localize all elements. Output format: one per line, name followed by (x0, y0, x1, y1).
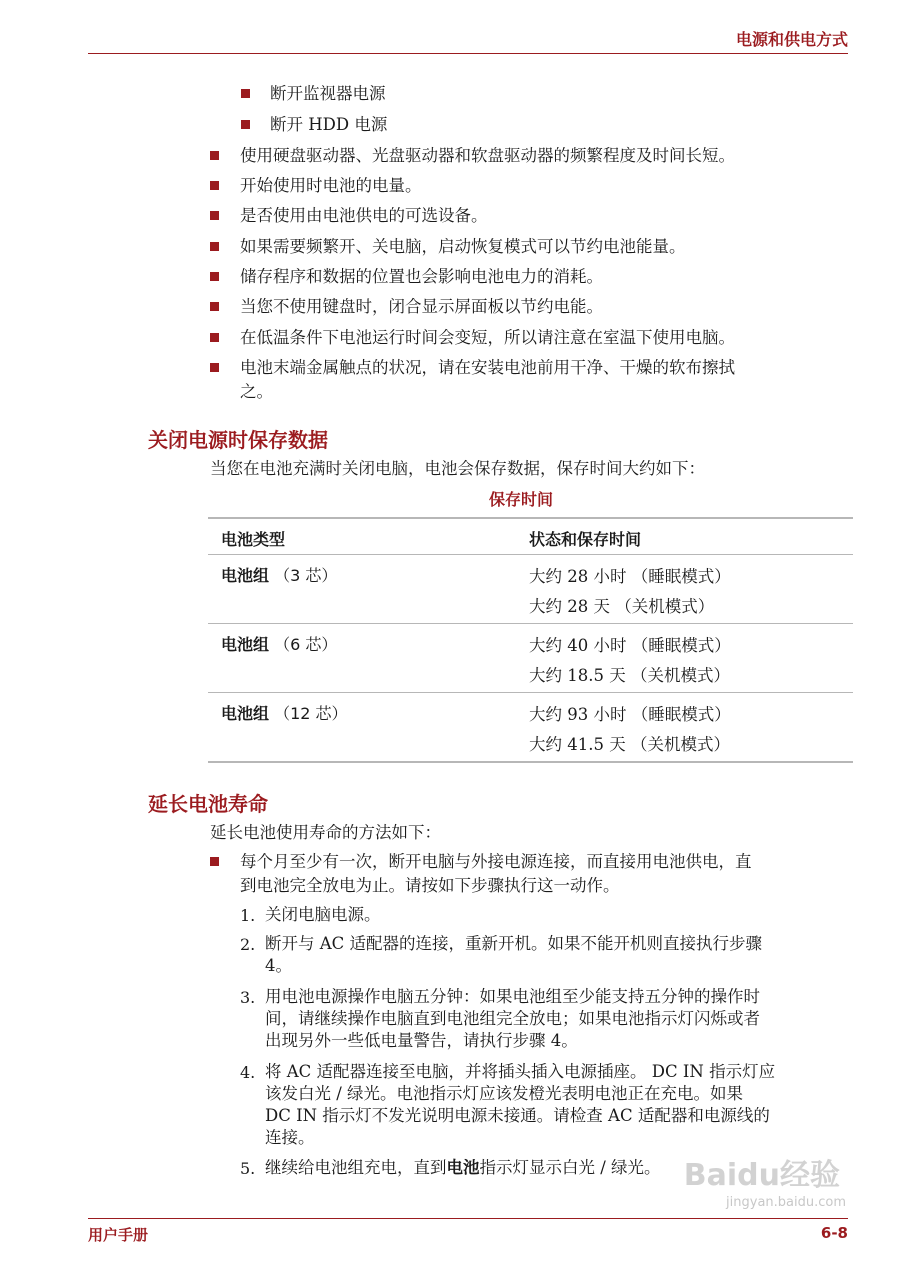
bullet-item: 在低温条件下电池运行时间会变短，所以请注意在室温下使用电脑。 (240, 328, 735, 347)
step-text: 用电池电源操作电脑五分钟：如果电池组至少能支持五分钟的操作时 (265, 987, 760, 1006)
bullet-item: 当您不使用键盘时，闭合显示屏面板以节约电能。 (240, 297, 603, 316)
bullet-item: 如果需要频繁开、关电脑，启动恢复模式可以节约电池能量。 (240, 237, 686, 256)
step-number: 4. (240, 1063, 256, 1082)
bullet-item: 是否使用由电池供电的可选设备。 (240, 206, 488, 225)
bullet-icon (241, 120, 250, 129)
bullet-icon (210, 857, 219, 866)
bullet-icon (210, 333, 219, 342)
step-text: 继续给电池组充电，直到电池指示灯显示白光 / 绿光。 (265, 1158, 661, 1177)
table-row-label: 电池组 （6 芯） (221, 635, 338, 654)
step-text: 连接。 (265, 1128, 315, 1147)
section-intro: 延长电池使用寿命的方法如下： (210, 823, 441, 842)
bullet-item: 开始使用时电池的电量。 (240, 176, 422, 195)
bullet-item: 电池末端金属触点的状况，请在安装电池前用干净、干燥的软布擦拭 (240, 358, 735, 377)
table-cell: 大约 28 天 （关机模式） (529, 597, 715, 616)
table-cell: 大约 40 小时 （睡眠模式） (529, 636, 731, 655)
table-rule (208, 692, 853, 693)
bullet-item: 储存程序和数据的位置也会影响电池电力的消耗。 (240, 267, 603, 286)
page-number: 6-8 (820, 1224, 848, 1242)
step-text: 间，请继续操作电脑直到电池组完全放电；如果电池指示灯闪烁或者 (265, 1009, 760, 1028)
step-number: 3. (240, 988, 256, 1007)
bullet-item-continued: 到电池完全放电为止。请按如下步骤执行这一动作。 (240, 876, 620, 895)
column-header: 电池类型 (221, 530, 286, 549)
column-header: 状态和保存时间 (529, 530, 642, 549)
bullet-item: 每个月至少有一次，断开电脑与外接电源连接，而直接用电池供电，直 (240, 852, 752, 871)
table-cell: 大约 18.5 天 （关机模式） (529, 666, 730, 685)
bullet-icon (210, 181, 219, 190)
table-rule (208, 623, 853, 624)
footer-title: 用户手册 (88, 1226, 149, 1244)
table-caption: 保存时间 (489, 490, 554, 509)
header-rule (88, 53, 848, 54)
table-bottom-rule (208, 761, 853, 763)
step-text: 关闭电脑电源。 (265, 905, 381, 924)
step-text: 出现另外一些低电量警告，请执行步骤 4。 (265, 1031, 578, 1050)
bullet-icon (210, 151, 219, 160)
table-rule (208, 554, 853, 555)
step-text: 该发白光 / 绿光。电池指示灯应该发橙光表明电池正在充电。如果 (265, 1084, 744, 1103)
bullet-icon (210, 272, 219, 281)
step-number: 5. (240, 1159, 256, 1178)
step-text: 将 AC 适配器连接至电脑，并将插头插入电源插座。 DC IN 指示灯应 (265, 1062, 776, 1081)
table-row-label: 电池组 （12 芯） (221, 704, 348, 723)
sub-bullet: 断开监视器电源 (270, 84, 386, 103)
section-heading: 关闭电源时保存数据 (148, 428, 328, 452)
watermark-logo: Baidu经验 (683, 1158, 840, 1193)
section-intro: 当您在电池充满时关闭电脑，电池会保存数据，保存时间大约如下： (210, 459, 705, 478)
step-text: DC IN 指示灯不发光说明电源未接通。请检查 AC 适配器和电源线的 (265, 1106, 770, 1125)
bullet-icon (210, 242, 219, 251)
table-top-rule (208, 517, 853, 519)
bullet-icon (210, 302, 219, 311)
table-cell: 大约 41.5 天 （关机模式） (529, 735, 730, 754)
watermark-url: jingyan.baidu.com (726, 1195, 846, 1210)
bullet-icon (241, 89, 250, 98)
bullet-item-continued: 之。 (240, 382, 273, 401)
bullet-item: 使用硬盘驱动器、光盘驱动器和软盘驱动器的频繁程度及时间长短。 (240, 146, 735, 165)
table-row-label: 电池组 （3 芯） (221, 566, 338, 585)
step-text: 断开与 AC 适配器的连接，重新开机。如果不能开机则直接执行步骤 (265, 934, 763, 953)
section-heading: 延长电池寿命 (148, 792, 268, 816)
bullet-icon (210, 363, 219, 372)
bullet-icon (210, 211, 219, 220)
footer-rule (88, 1218, 848, 1219)
running-header-title: 电源和供电方式 (735, 30, 848, 49)
table-cell: 大约 28 小时 （睡眠模式） (529, 567, 731, 586)
step-text: 4。 (265, 956, 292, 975)
step-number: 1. (240, 906, 256, 925)
table-cell: 大约 93 小时 （睡眠模式） (529, 705, 731, 724)
sub-bullet: 断开 HDD 电源 (270, 115, 388, 134)
step-number: 2. (240, 935, 256, 954)
